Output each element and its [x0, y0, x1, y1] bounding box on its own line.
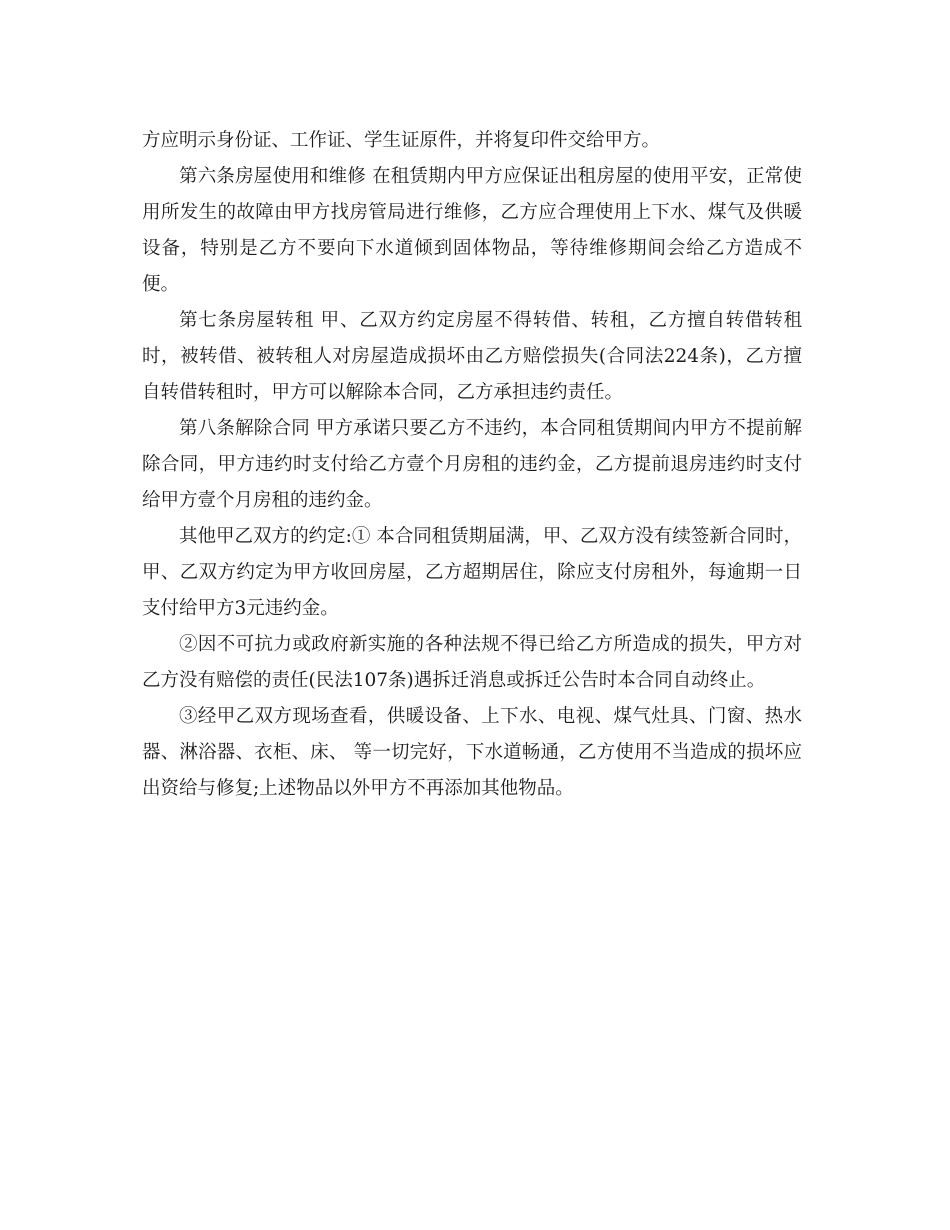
document-body [142, 123, 802, 807]
paragraph-article-8: 第八条解除合同 甲方承诺只要乙方不违约，本合同租赁期间内甲方不提前解除合同，甲方违约时支付给乙方壹个月房租的违约金，乙方提前退房违约时支付给甲方壹个月房租的违约金。 [142, 418, 802, 511]
paragraph-article-6: 第六条房屋使用和维修 在租赁期内甲方应保证出租房屋的使用平安，正常使用所发生的故障由甲方找房管局进行维修，乙方应合理使用上下水、煤气及供暖设备，特别是乙方不要向下水道倾到固体物品，等待维修期间会给乙方造成不便。 [142, 166, 802, 295]
paragraph-continued: 方应明示身份证、工作证、学生证原件，并将复印件交给甲方。 [142, 130, 661, 151]
paragraph-other-agreements: 其他甲乙双方的约定:① 本合同租赁期届满，甲、乙双方没有续签新合同时，甲、乙双方约定为甲方收回房屋，乙方超期居住，除应支付房租外，每逾期一日支付给甲方3元违约金。 [142, 526, 802, 619]
paragraph-force-majeure: ②因不可抗力或政府新实施的各种法规不得已给乙方所造成的损失，甲方对乙方没有赔偿的责任(民法107条)遇拆迁消息或拆迁公告时本合同自动终止。 [142, 634, 802, 691]
paragraph-inspection: ③经甲乙双方现场查看，供暖设备、上下水、电视、煤气灶具、门窗、热水器、淋浴器、衣柜、床、 等一切完好，下水道畅通，乙方使用不当造成的损坏应出资给与修复;上述物品以外甲方不再添加其他物品。 [142, 706, 802, 799]
paragraph-article-7: 第七条房屋转租 甲、乙双方约定房屋不得转借、转租，乙方擅自转借转租时，被转借、被转租人对房屋造成损坏由乙方赔偿损失(合同法224条)，乙方擅自转借转租时，甲方可以解除本合同，乙方承担违约责任。 [142, 310, 802, 403]
